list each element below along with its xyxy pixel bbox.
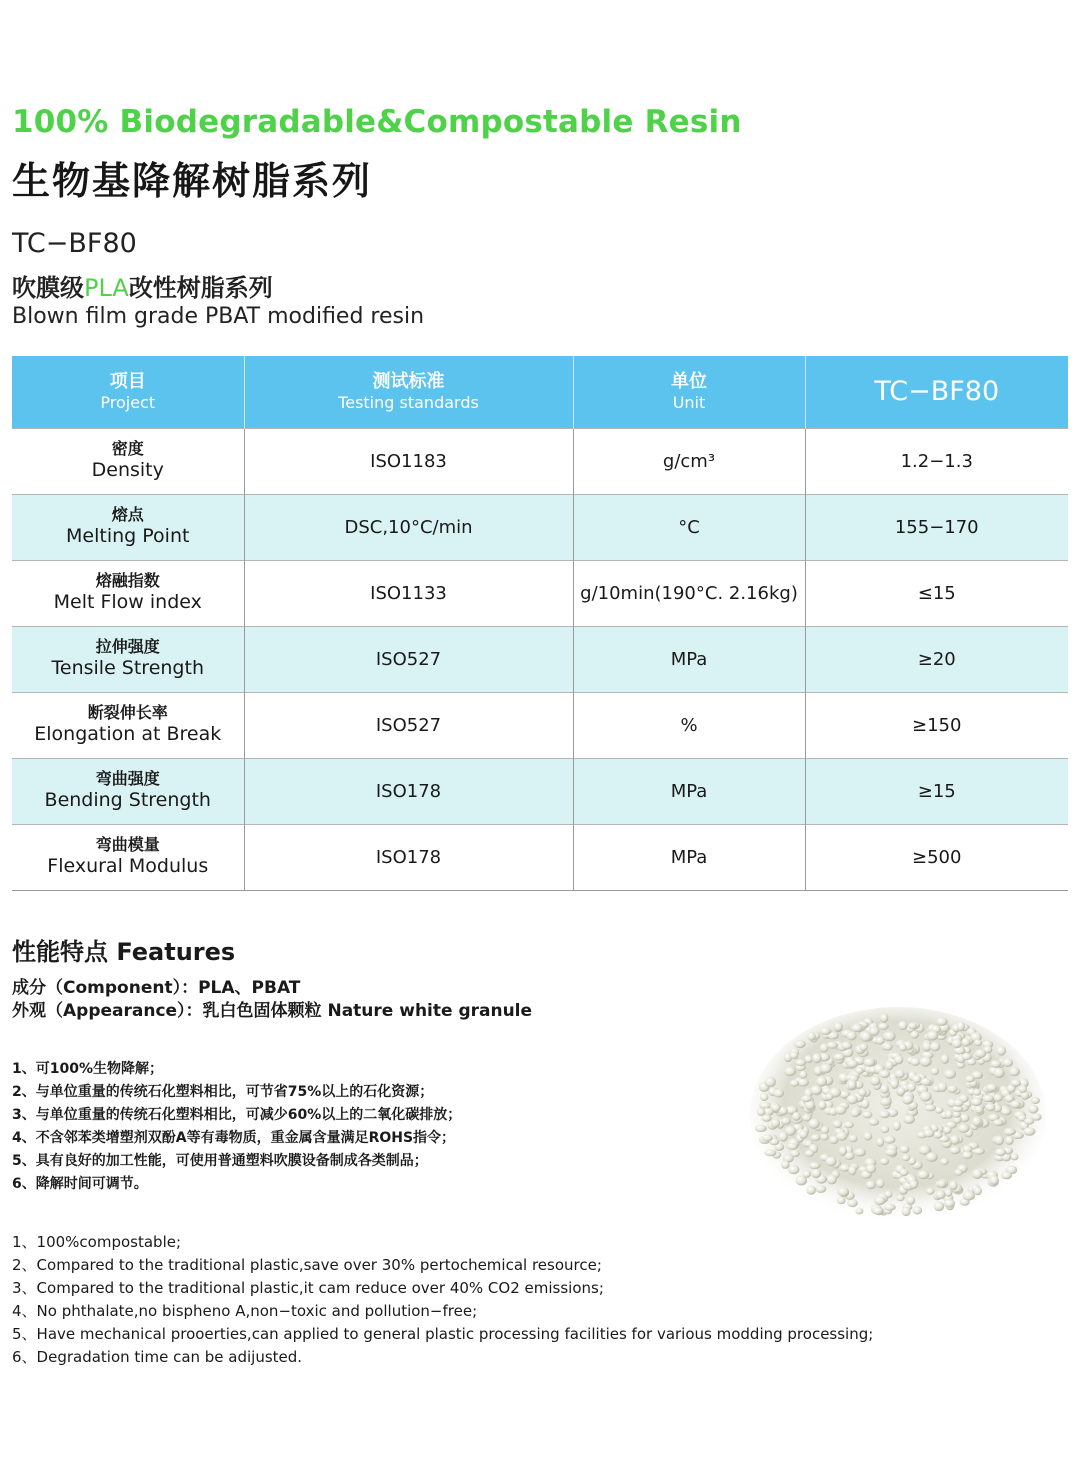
header-model: TC−BF80 [805,356,1068,428]
granule [876,1138,884,1147]
granule [755,1125,767,1132]
granule [945,1110,953,1119]
table-row [12,494,1068,560]
table-row [12,692,1068,758]
spec-table [12,356,1068,891]
row-standard: ISO178 [244,824,573,890]
granule [864,1132,873,1141]
row-property: 拉伸强度 Tensile Strength [12,626,244,692]
granule [958,1124,969,1133]
subtitle-prefix: 吹膜级 [12,274,84,302]
granule [854,1148,866,1157]
row-unit: g/cm³ [573,428,805,494]
subtitle-highlight: PLA [84,274,129,302]
granule [836,1131,848,1140]
granule [1024,1118,1034,1125]
granule [930,1042,941,1052]
features-list-chinese [12,1058,461,1196]
granule [833,1120,843,1128]
granule [961,1053,972,1060]
table-header-row [12,356,1068,428]
headline: 100% Biodegradable&Compostable Resin [12,104,742,140]
list-item: 4、No phthalate,no bispheno A,non−toxic and pollution−free; [12,1302,478,1320]
granule [990,1175,999,1185]
list-item: 1、100%compostable; [12,1233,182,1251]
granule [785,1126,796,1136]
granule [820,1027,832,1035]
row-property: 弯曲强度 Bending Strength [12,758,244,824]
granule [1011,1079,1022,1086]
table-row [12,428,1068,494]
granule [906,1196,915,1205]
granule [883,1043,893,1051]
granule [935,1107,944,1114]
granule [820,1134,829,1141]
granule [812,1053,822,1063]
granule [898,1021,908,1030]
granule [949,1180,958,1190]
row-value: 1.2−1.3 [805,428,1068,494]
chinese-title: 生物基降解树脂系列 [12,159,373,203]
granule [784,1067,796,1076]
granule [947,1085,958,1092]
granule [847,1031,857,1040]
granule [890,1079,899,1089]
granule [866,1164,876,1174]
granule [902,1094,914,1104]
granule [762,1114,772,1121]
granule [1010,1153,1018,1160]
granule [965,1075,975,1082]
granule [876,1036,885,1044]
granule [961,1038,970,1047]
granule [896,1195,904,1202]
granule [835,1105,847,1114]
granule [944,1069,956,1079]
granule [872,1207,883,1215]
granule [848,1165,856,1175]
granule [940,1158,949,1165]
row-unit: °C [573,494,805,560]
granule [884,1136,896,1144]
granule [1010,1100,1021,1108]
granule [807,1032,816,1041]
granule [937,1082,947,1092]
granule [953,1099,963,1107]
granule [920,1091,932,1101]
granule [799,1130,808,1139]
granule [821,1126,830,1134]
granule [931,1068,939,1076]
granule [900,1169,908,1176]
granule [937,1180,946,1188]
granule [788,1165,799,1174]
row-value: 155−170 [805,494,1068,560]
granule [910,1031,919,1039]
row-standard: ISO1133 [244,560,573,626]
row-standard: ISO527 [244,692,573,758]
granule [926,1152,938,1162]
granule [847,1199,858,1207]
granule [794,1040,806,1048]
granule [974,1039,982,1046]
granule [866,1181,876,1190]
granule [944,1189,952,1197]
granule [834,1022,843,1032]
granule [816,1076,827,1086]
granule [957,1021,965,1031]
subtitle-suffix: 改性树脂系列 [128,274,273,302]
granule [781,1160,790,1169]
granule [839,1146,847,1156]
row-unit: MPa [573,626,805,692]
granule [826,1042,838,1049]
granule [974,1187,982,1196]
granule [990,1060,1001,1068]
granule [811,1169,821,1179]
granule [902,1207,911,1216]
list-item: 1、可100%生物降解； [12,1061,163,1077]
granule [973,1089,981,1096]
granule [869,1026,879,1036]
granule [815,1185,826,1193]
granule [760,1093,768,1101]
granule [1009,1067,1020,1076]
granule [880,1158,889,1165]
granule [1023,1127,1035,1136]
row-property: 密度 Density [12,428,244,494]
features-title: 性能特点 Features [12,938,236,966]
granule [801,1095,812,1102]
granule [841,1042,852,1050]
appearance-line: 外观（Appearance）：乳白色固体颗粒 Nature white granule [12,1001,533,1021]
granule [917,1170,929,1179]
granule [962,1151,973,1159]
granule [902,1154,911,1161]
granule [851,1109,860,1118]
table-row [12,758,1068,824]
row-value: ≥500 [805,824,1068,890]
granule [1031,1097,1040,1104]
row-unit: MPa [573,824,805,890]
header-testing-standards: 测试标准 Testing standards [244,356,573,428]
granule [921,1078,932,1086]
granule [847,1095,858,1105]
granule [986,1084,997,1092]
granule [884,1191,892,1198]
granule [923,1129,935,1137]
row-standard: ISO178 [244,758,573,824]
granule [790,1080,799,1087]
granule [833,1053,845,1060]
list-item: 6、降解时间可调节。 [12,1176,148,1192]
granule [820,1064,832,1073]
granule [837,1197,846,1205]
granule [911,1058,921,1066]
granule [908,1023,917,1030]
list-item: 4、不含邻苯类增塑剂双酚A等有毒物质，重金属含量满足ROHS指令； [12,1130,456,1146]
granule [936,1017,948,1026]
granule [1001,1108,1012,1116]
list-item: 3、与单位重量的传统石化塑料相比，可减少60%以上的二氧化碳排放； [12,1107,462,1123]
granule [789,1051,798,1059]
granule [805,1150,815,1157]
granule [895,1070,905,1079]
granule [803,1170,811,1178]
granule [973,1148,985,1155]
granule [799,1070,807,1078]
granule [879,1111,890,1119]
granule [897,1086,905,1095]
granule [809,1162,821,1169]
model-name: TC−BF80 [12,228,137,259]
granule [975,1105,984,1114]
granule [848,1080,857,1090]
granule [907,1083,916,1092]
granule [798,1079,809,1087]
granule [972,1169,983,1179]
row-unit: % [573,692,805,758]
subtitle-chinese [12,268,273,303]
row-property: 断裂伸长率 Elongation at Break [12,692,244,758]
granule [972,1116,982,1126]
granule [993,1094,1003,1102]
granule [913,1206,923,1214]
list-item: 5、Have mechanical prooerties,can applied to general plastic processing facilities for various modding processing; [12,1325,874,1343]
row-standard: ISO527 [244,626,573,692]
granule [909,1180,918,1189]
granule [880,1098,892,1106]
row-value: ≥20 [805,626,1068,692]
granule [792,1112,801,1121]
granule [943,1126,952,1134]
table-row [12,824,1068,890]
granule [765,1077,776,1087]
granule [764,1149,776,1156]
granule [879,1070,890,1078]
granule [885,1061,893,1071]
subtitle-english: Blown film grade PBAT modified resin [12,304,425,329]
header-project: 项目 Project [12,356,244,428]
granule [993,1068,1004,1078]
granule [781,1117,791,1124]
list-item: 2、Compared to the traditional plastic,save over 30% pertochemical resource; [12,1256,602,1274]
granule [993,1119,1004,1126]
list-item: 2、与单位重量的传统石化塑料相比，可节省75%以上的石化资源； [12,1084,434,1100]
granule [811,1085,823,1095]
granule [995,1135,1004,1145]
granule [796,1059,807,1066]
granule [876,1179,885,1188]
granule [1004,1128,1016,1136]
table-row [12,560,1068,626]
granule [805,1055,813,1063]
row-value: ≥150 [805,692,1068,758]
granule [787,1143,798,1150]
granule [826,1156,837,1166]
granule [941,1054,949,1064]
granule [806,1185,816,1194]
row-property: 熔融指数 Melt Flow index [12,560,244,626]
row-property: 熔点 Melting Point [12,494,244,560]
granule [859,1043,868,1051]
granule [855,1208,863,1215]
granule [893,1121,901,1131]
granule [944,1199,955,1207]
granule [874,1196,886,1205]
granule [1001,1172,1012,1180]
granule [884,1204,896,1211]
granule [920,1057,932,1067]
row-property: 弯曲模量 Flexural Modulus [12,824,244,890]
features-list-english [12,1231,873,1369]
granule [844,1121,854,1128]
granule [903,1115,915,1124]
granule [864,1058,876,1067]
granule [963,1191,975,1201]
list-item: 3、Compared to the traditional plastic,it cam reduce over 40% CO2 emissions; [12,1279,604,1297]
granule [881,1126,890,1133]
granule [808,1119,820,1129]
granule [995,1148,1006,1156]
row-standard: ISO1183 [244,428,573,494]
granule [926,1188,935,1195]
granule [949,1146,960,1154]
granule [759,1102,771,1109]
granule [773,1089,784,1098]
table-row [12,626,1068,692]
granule [1005,1136,1014,1145]
granule [818,1101,826,1110]
granule [837,1187,849,1196]
header-unit: 单位 Unit [573,356,805,428]
granule [1018,1085,1027,1093]
granule [985,1103,995,1111]
granule [900,1145,910,1153]
row-unit: g/10min(190°C. 2.16kg) [573,560,805,626]
granule [880,1013,888,1023]
granule [894,1055,903,1064]
granule [851,1024,863,1032]
row-standard: DSC,10°C/min [244,494,573,560]
component-line: 成分（Component）：PLA、PBAT [12,978,301,998]
granule [870,1076,880,1086]
list-item: 5、具有良好的加工性能，可使用普通塑料吹膜设备制成各类制品； [12,1153,428,1169]
granule [858,1088,867,1096]
granule [924,1104,936,1111]
granule [1028,1105,1038,1114]
granule [827,1175,837,1185]
granule [952,1039,962,1049]
granule [885,1149,897,1156]
granule [757,1108,766,1116]
row-value: ≥15 [805,758,1068,824]
granule [762,1135,773,1142]
granule [954,1169,962,1176]
list-item: 6、Degradation time can be adijusted. [12,1348,303,1366]
granule [899,1044,907,1052]
composition-block [12,977,532,1023]
granule [811,1134,821,1141]
granule [862,1111,872,1119]
granule [1003,1058,1013,1067]
granule [971,1098,982,1106]
granule [927,1031,939,1041]
granule [849,1135,858,1142]
granule [847,1060,858,1068]
granule [934,1202,945,1212]
granule [868,1118,879,1125]
row-value: ≤15 [805,560,1068,626]
granule [912,1075,921,1083]
granule [878,1023,889,1030]
granule [771,1119,781,1128]
granule [825,1093,833,1100]
granule [880,1084,889,1094]
granule [997,1046,1007,1056]
granule [884,1031,896,1041]
granule [935,1190,945,1199]
granule [975,1049,986,1058]
resin-granules-image [748,965,1048,1227]
row-unit: MPa [573,758,805,824]
granule [982,1095,994,1103]
